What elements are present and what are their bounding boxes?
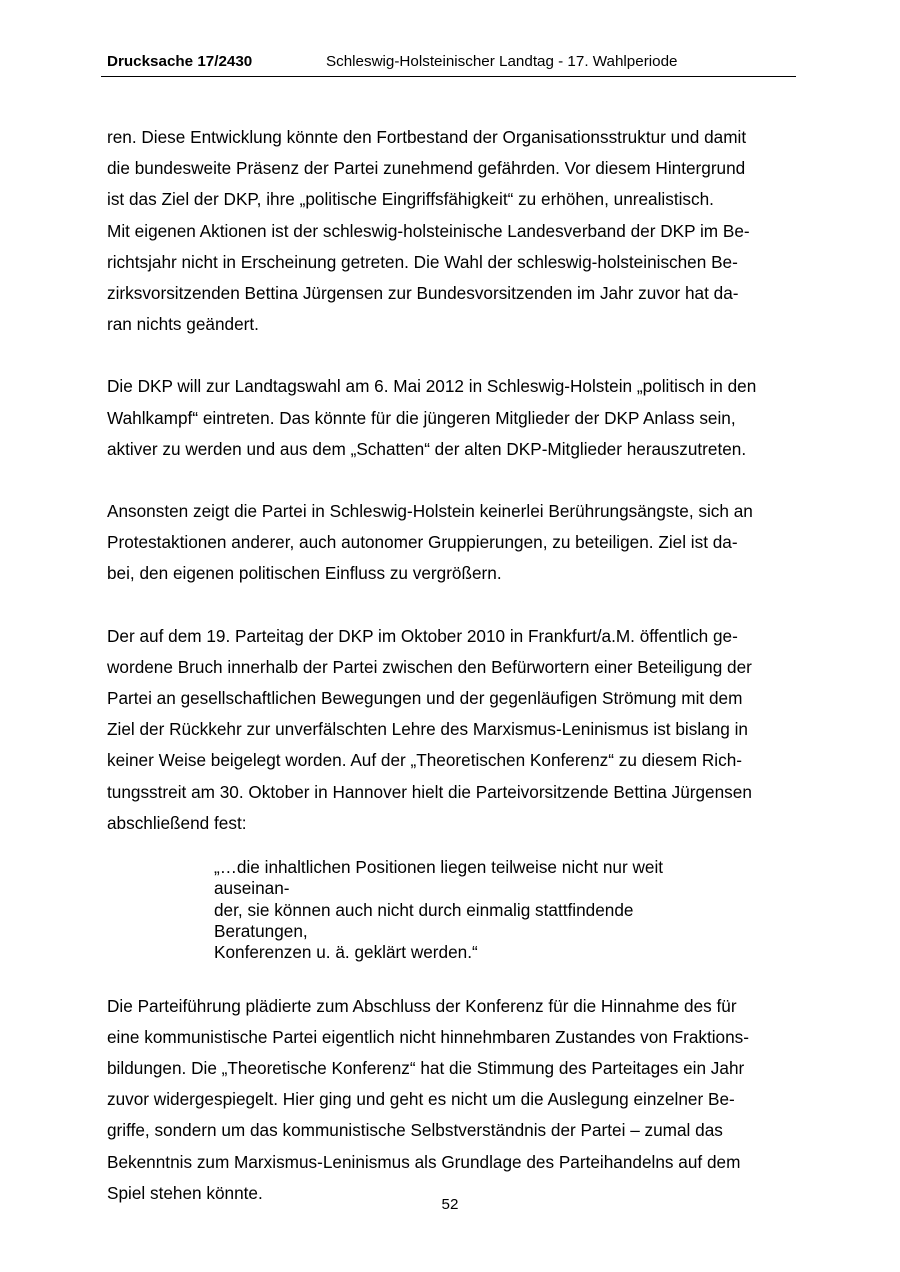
paragraph-spacer	[107, 465, 797, 496]
paragraph: Die DKP will zur Landtagswahl am 6. Mai 2012 in Schleswig-Holstein „politisch in den Wahlkampf“ eintreten. Das könnte für die jüngeren Mitglieder der DKP Anlass sein, aktiver zu werden und aus dem „Schatten“ der alten DKP-Mitglieder herauszutreten.	[107, 376, 757, 459]
block-quote: „…die inhaltlichen Positionen liegen teilweise nicht nur weit auseinan- der, sie können auch nicht durch einmalig stattfindende Beratungen, Konferenzen u. ä. geklärt werden.“	[214, 857, 664, 963]
parliament-title: Schleswig-Holsteinischer Landtag - 17. Wahlperiode	[326, 53, 678, 70]
document-number: Drucksache 17/2430	[107, 53, 253, 70]
paragraph: ren. Diese Entwicklung könnte den Fortbestand der Organisationsstruktur und damit die bundesweite Präsenz der Partei zunehmend gefährden. Vor diesem Hintergrund ist das Ziel der DKP, ihre „politische Eingriffsfähigkeit“ zu erhöhen, unrealistisch. Mit eigenen Aktionen ist der schleswig-holsteinische Landesverband der DKP im Be- richtsjahr nicht in Erscheinung getreten. Die Wahl der schleswig-holsteinischen Be- zirksvorsitzenden Bettina Jürgensen zur Bundesvorsitzenden im Jahr zuvor hat da- ran nichts geändert.	[107, 127, 750, 335]
paragraph-spacer	[107, 590, 797, 621]
paragraph: Ansonsten zeigt die Partei in Schleswig-Holstein keinerlei Berührungsängste, sich an Protestaktionen anderer, auch autonomer Gruppierungen, zu beteiligen. Ziel ist da- bei, den eigenen politischen Einfluss zu vergrößern.	[107, 501, 753, 584]
document-body	[107, 122, 797, 1209]
page-header	[101, 50, 796, 77]
closing-paragraph: Die Parteiführung plädierte zum Abschluss der Konferenz für die Hinnahme des für eine kommunistische Partei eigentlich nicht hinnehmbaren Zustandes von Fraktions- bildungen. Die „Theoretische Konferenz“ hat die Stimmung des Parteitages ein Jahr zuvor widergespiegelt. Hier ging und geht es nicht um die Auslegung einzelner Be- griffe, sondern um das kommunistische Selbstverständnis der Partei – zumal das Bekenntnis zum Marxismus-Leninismus als Grundlage des Parteihandelns auf dem Spiel stehen könnte.	[107, 995, 749, 1203]
paragraph-spacer	[107, 340, 797, 371]
paragraph: Der auf dem 19. Parteitag der DKP im Oktober 2010 in Frankfurt/a.M. öffentlich ge- wordene Bruch innerhalb der Partei zwischen den Befürwortern einer Beteiligung der Partei an gesellschaftlichen Bewegungen und der gegenläufigen Strömung mit dem Ziel der Rückkehr zur unverfälschten Lehre des Marxismus-Leninismus ist bislang in keiner Weise beigelegt worden. Auf der „Theoretischen Konferenz“ zu diesem Rich- tungsstreit am 30. Oktober in Hannover hielt die Parteivorsitzende Bettina Jürgensen abschließend fest:	[107, 625, 752, 833]
page-number: 52	[441, 1196, 459, 1213]
